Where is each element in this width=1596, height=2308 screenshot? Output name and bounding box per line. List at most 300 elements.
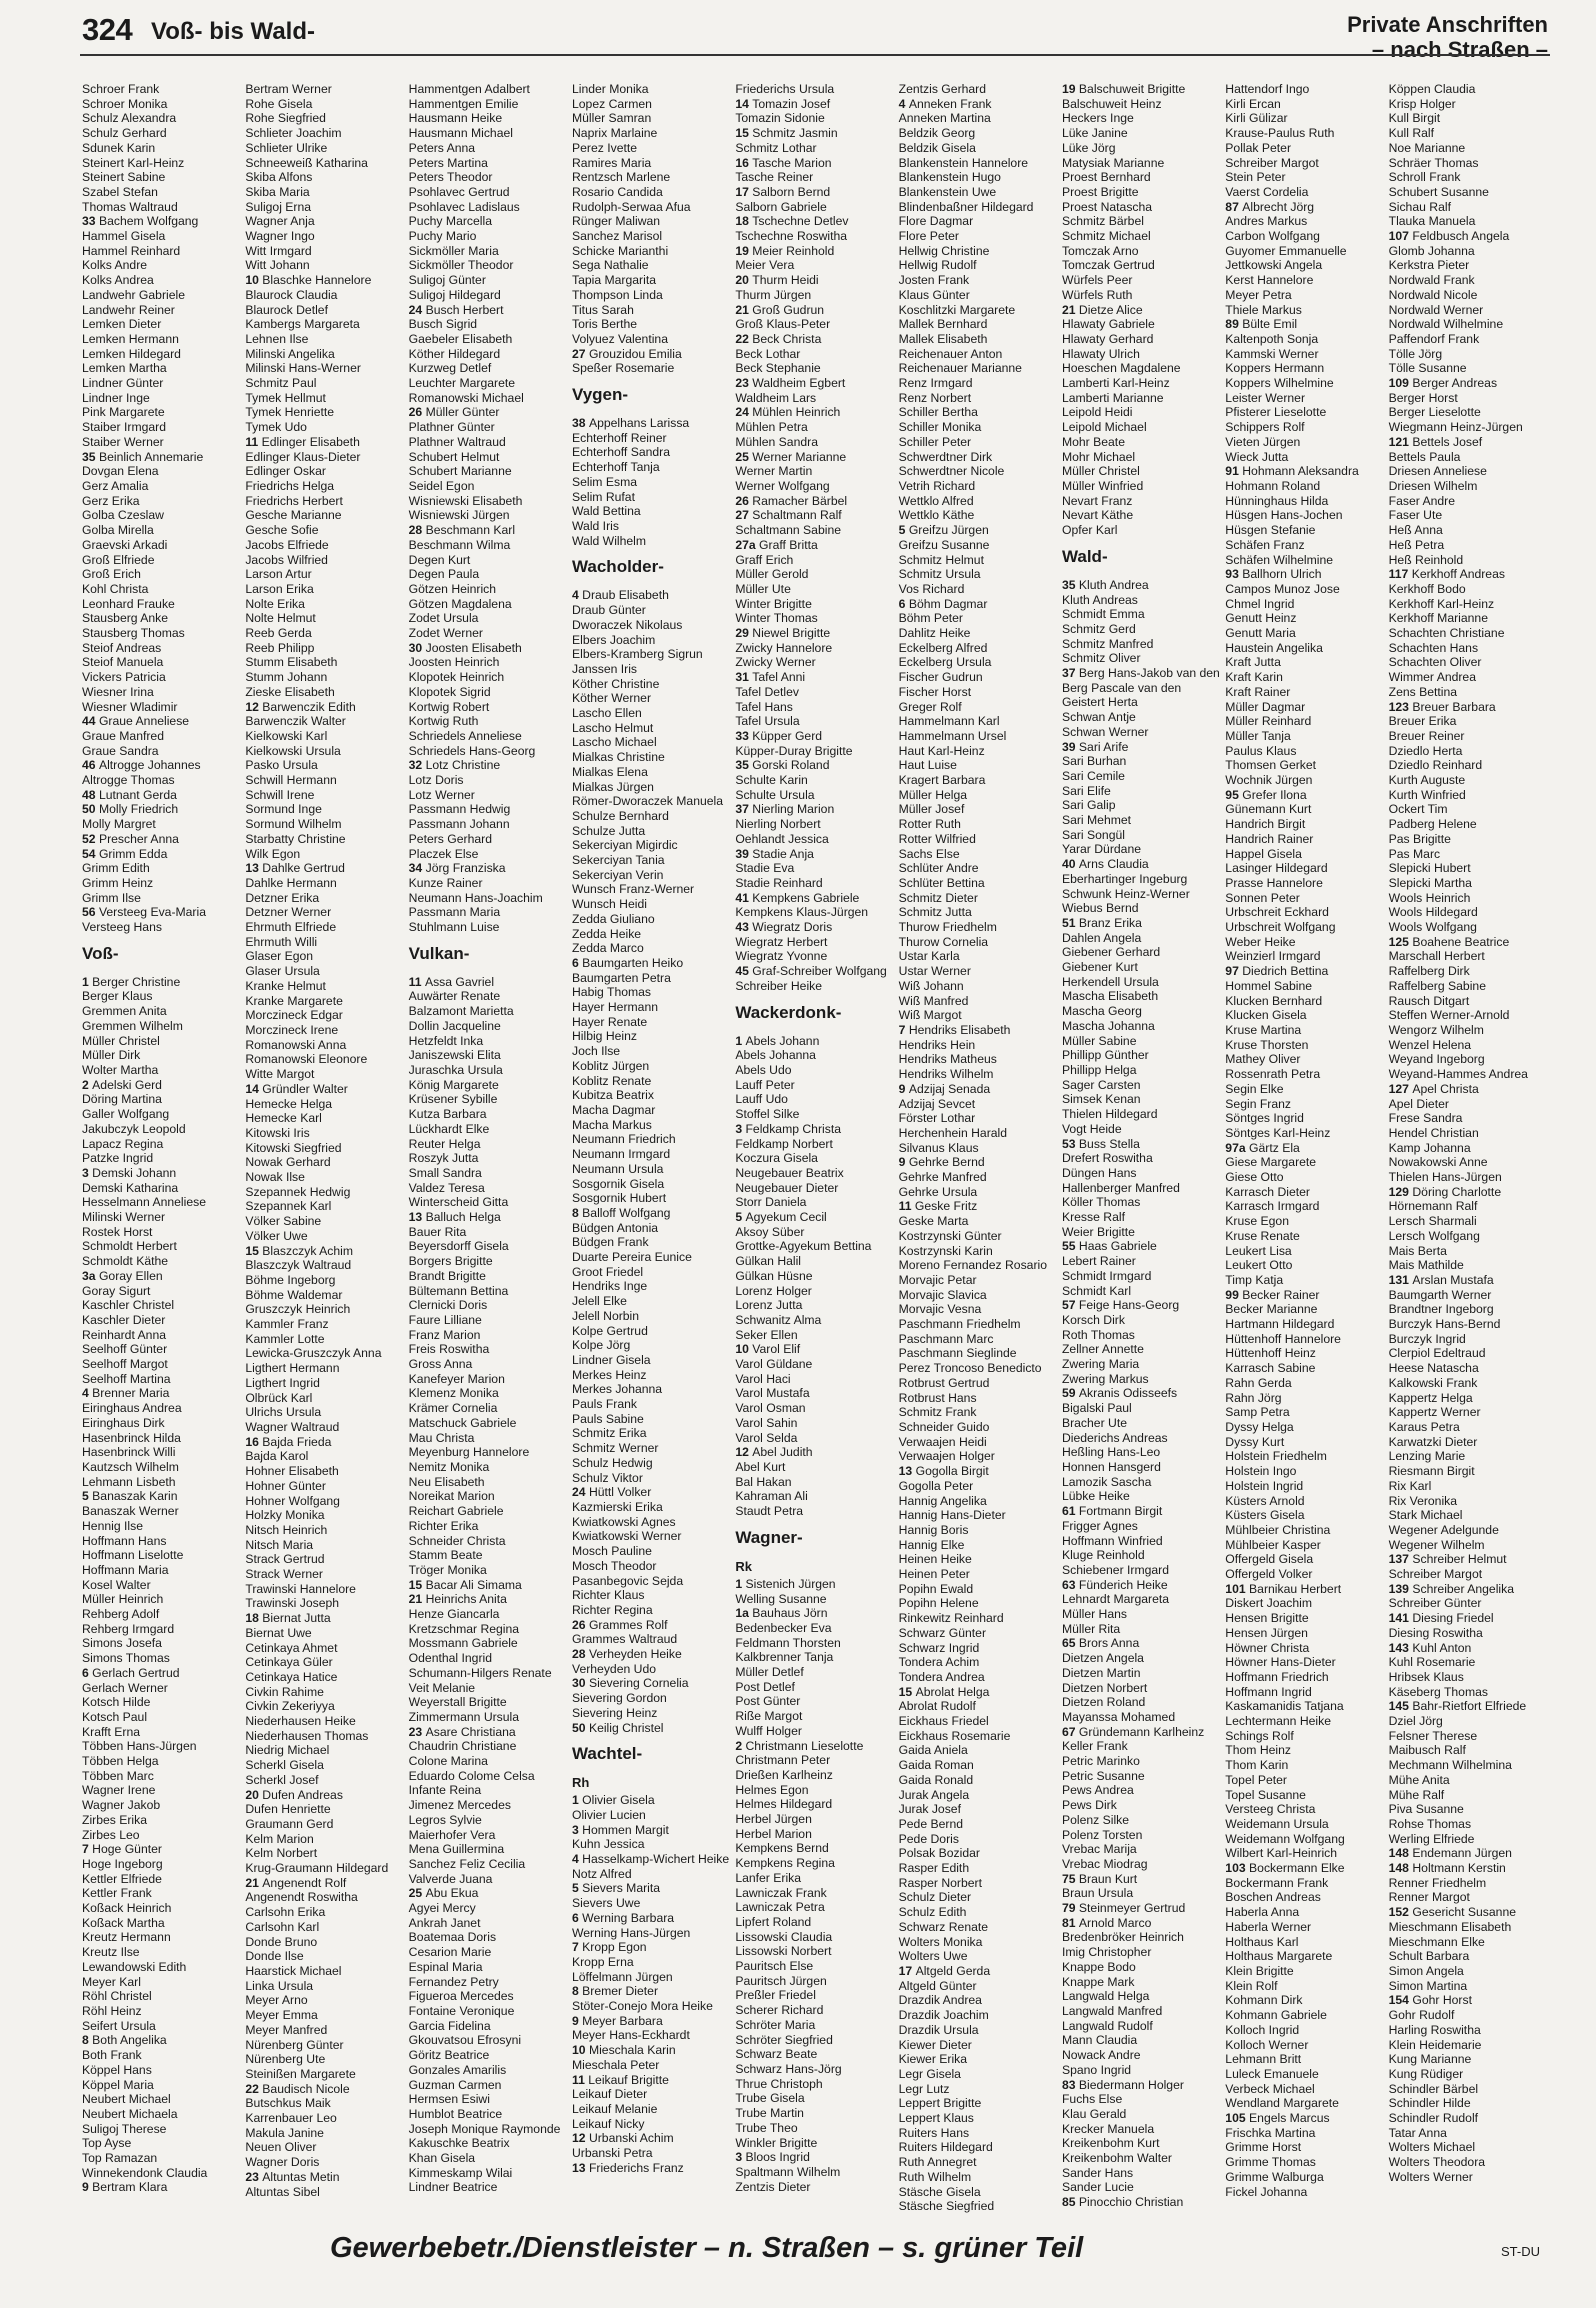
resident-entry: Grimme Horst [1225,2140,1302,2155]
resident-entry: Höwner Hans-Dieter [1225,1655,1336,1670]
resident-entry: Meyer Emma [245,2008,318,2023]
resident-entry: Zentzis Dieter [735,2179,811,2194]
resident-entry: 8 Both Angelika [82,2033,167,2048]
resident-entry: Käseberg Thomas [1388,1684,1488,1699]
resident-entry: Lehmann Britt [1225,2052,1302,2067]
resident-entry: 7 Kropp Egon [571,1940,647,1955]
resident-entry: Heßling Hans-Leo [1061,1445,1161,1460]
resident-entry: Pas Brigitte [1388,831,1451,846]
resident-entry: Nowak Ilse [245,1170,305,1185]
resident-entry: Bauer Rita [408,1224,467,1239]
resident-entry: Becker Marianne [1225,1302,1318,1317]
resident-entry: Linka Ursula [245,1978,314,1993]
resident-entry: Hüttenhoff Hannelore [1225,1331,1341,1346]
resident-entry: Hammelmann Karl [898,714,1000,729]
resident-entry: Schlieter Joachim [245,126,342,141]
resident-entry: Baumgarth Werner [1388,1287,1492,1302]
resident-entry: Joch Ilse [571,1044,621,1059]
resident-entry: Driesen Wilhelm [1388,478,1478,493]
resident-entry: Perez Troncoso Benedicto [898,1361,1042,1376]
resident-entry: Sari Songül [1061,827,1125,842]
resident-entry: Schippers Rolf [1225,420,1305,435]
resident-entry: Rotbrust Hans [898,1390,977,1405]
resident-entry: Pauls Sabine [571,1411,644,1426]
resident-entry: Gülkan Hüsne [735,1268,813,1283]
resident-entry: 95 Grefer Ilona [1225,787,1307,802]
resident-entry: Top Ayse [82,2136,132,2151]
resident-entry: Romanowski Michael [408,390,524,405]
resident-entry: Ehrmuth Willi [245,934,318,949]
resident-entry: Steiof Andreas [82,640,162,655]
resident-entry: 93 Ballhorn Ulrich [1225,567,1322,582]
resident-entry: Berger Klaus [82,989,153,1004]
resident-entry: Köppel Maria [82,2077,154,2092]
resident-entry: Riße Margot [735,1709,803,1724]
resident-entry: Trube Theo [735,2120,798,2135]
resident-entry: Wolters Monika [898,1934,983,1949]
resident-entry: Kaschler Dieter [82,1312,166,1327]
resident-entry: Sander Lucie [1061,2180,1134,2195]
resident-entry: Suligoj Therese [82,2121,167,2136]
resident-entry: Sormund Inge [245,802,322,817]
resident-entry: Detzner Erika [245,890,320,905]
resident-entry: Zwering Markus [1061,1371,1149,1386]
resident-entry: Küsters Arnold [1225,1493,1305,1508]
resident-entry: Pauritsch Else [735,1959,814,1974]
resident-entry: Leppert Klaus [898,2111,974,2126]
resident-entry: Scherer Richard [735,2003,824,2018]
resident-entry: Mascha Johanna [1061,1018,1155,1033]
resident-entry: Gehrke Manfred [898,1170,987,1185]
resident-entry: Schroll Frank [1388,170,1461,185]
resident-entry: Gehrke Ursula [898,1184,978,1199]
resident-entry: Göritz Beatrice [408,2048,490,2063]
resident-entry: Kielkowski Ursula [245,743,341,758]
resident-entry: Koblitz Renate [571,1073,652,1088]
resident-entry: Kotsch Hilde [82,1695,151,1710]
resident-entry: Chmel Ingrid [1225,596,1295,611]
resident-entry: Schulz Viktor [571,1470,643,1485]
resident-entry: Rausch Ditgart [1388,993,1470,1008]
resident-entry: Wools Wolfgang [1388,920,1477,935]
resident-entry: Petric Susanne [1061,1768,1145,1783]
resident-entry: 143 Kuhl Anton [1388,1640,1472,1655]
resident-entry: Handrich Rainer [1225,831,1314,846]
resident-entry: Wilbert Karl-Heinrich [1225,1846,1338,1861]
resident-entry: Urbanski Petra [571,2146,653,2161]
resident-entry: Schulz Edith [898,1905,967,1920]
resident-entry: Neumann Hans-Joachim [408,890,543,905]
resident-entry: Marschall Herbert [1388,949,1485,964]
resident-entry: Kamp Johanna [1388,1140,1471,1155]
resident-entry: Dietzen Angela [1061,1651,1144,1666]
resident-entry: Schiller Monika [898,420,982,435]
resident-entry: Blankenstein Hannelore [898,155,1029,170]
resident-entry: Zodet Werner [408,626,483,641]
resident-entry: Hoffmann Maria [82,1562,169,1577]
resident-entry: Klucken Bernhard [1225,993,1323,1008]
resident-entry: Schmitz Erika [571,1426,647,1441]
resident-entry: Büdgen Frank [571,1235,649,1250]
resident-entry: 14 Gründler Walter [245,1081,348,1096]
resident-entry: 107 Feldbusch Angela [1388,229,1510,244]
resident-entry: Groß Erich [82,567,141,582]
resident-entry: Nordwald Werner [1388,302,1484,317]
resident-entry: Bigalski Paul [1061,1401,1132,1416]
resident-entry: Küpper-Duray Brigitte [735,743,853,758]
resident-entry: Schwarz Renate [898,1919,989,1934]
resident-entry: Mathey Oliver [1225,1052,1301,1067]
resident-entry: Rohe Siegfried [245,111,326,126]
resident-entry: Handrich Birgit [1225,817,1306,832]
resident-entry: Kolloch Ingrid [1225,2022,1300,2037]
resident-entry: Dahlen Angela [1061,930,1142,945]
resident-entry: Peters Theodor [408,170,493,185]
resident-entry: Hesselmann Anneliese [82,1195,206,1210]
resident-entry: Ruiters Hildegard [898,2140,993,2155]
resident-entry: Janssen Iris [571,661,638,676]
resident-entry: Stäsche Siegfried [898,2199,995,2214]
resident-entry: Schmoldt Käthe [82,1254,169,1269]
resident-entry: Müller Reinhard [1225,714,1312,729]
resident-entry: 34 Jörg Franziska [408,861,506,876]
resident-entry: Klaus Günter [898,287,970,302]
resident-entry: Simons Thomas [82,1651,170,1666]
resident-entry: Thielen Hildegard [1061,1107,1158,1122]
resident-entry: Nordwald Frank [1388,273,1475,288]
resident-entry: Lapacz Regina [82,1136,164,1151]
resident-entry: Mühlen Sandra [735,434,818,449]
resident-entry: Seker Ellen [735,1327,798,1342]
resident-entry: Schulz Alexandra [82,111,177,126]
resident-entry: Niederhausen Heike [245,1714,356,1729]
resident-entry: Thomas Waltraud [82,199,178,214]
section-title-line1: Private Anschriften [1347,12,1548,37]
resident-entry: Gaida Aniela [898,1743,968,1758]
resident-entry: Wolters Michael [1388,2140,1476,2155]
resident-entry: Mosch Theodor [571,1558,657,1573]
resident-entry: Lersch Wolfgang [1388,1228,1480,1243]
resident-entry: Küsters Gisela [1225,1508,1305,1523]
resident-entry: Wiegratz Yvonne [735,949,828,964]
directory-column [409,82,572,2202]
resident-entry: Hennig Ilse [82,1518,143,1533]
resident-entry: Mohr Michael [1061,449,1136,464]
resident-entry: Leister Werner [1225,390,1305,405]
resident-entry: Kung Marianne [1388,2052,1472,2067]
resident-entry: Lübke Heike [1061,1489,1130,1504]
resident-entry: Neuen Oliver [245,2140,317,2155]
resident-entry: 5 Banaszak Karin [82,1489,178,1504]
resident-entry: Klopotek Heinrich [408,670,505,685]
resident-entry: Kielkowski Karl [245,728,328,743]
resident-entry: Winter Brigitte [735,596,812,611]
resident-entry: Banaszak Werner [82,1504,179,1519]
street-heading: Wald- [1061,546,1108,566]
resident-entry: Mossmann Gabriele [408,1636,518,1651]
resident-entry: Kubitza Beatrix [571,1088,654,1103]
resident-entry: Grimm Edith [82,861,150,876]
resident-entry: Harling Roswitha [1388,2022,1481,2037]
resident-entry: Hohner Wolfgang [245,1493,340,1508]
resident-entry: Hannig Hans-Dieter [898,1508,1006,1523]
resident-entry: Leukert Otto [1225,1258,1293,1273]
resident-entry: Varol Haci [735,1371,791,1386]
resident-entry: Linder Monika [571,82,649,96]
resident-entry: Reichenauer Marianne [898,361,1022,376]
resident-entry: Selim Rufat [571,489,635,504]
resident-entry: Nolte Helmut [245,611,316,626]
section-title-line2: – nach Straßen – [1371,37,1548,62]
resident-entry: Jakubczyk Leopold [82,1121,186,1136]
resident-entry: Rahn Gerda [1225,1375,1292,1390]
resident-entry: Tomczak Gertrud [1061,258,1155,273]
resident-entry: Förster Lothar [898,1111,976,1126]
resident-entry: Tomazin Sidonie [735,111,825,126]
resident-entry: Dziel Jörg [1388,1714,1443,1729]
resident-entry: Hammelmann Ursel [898,728,1007,743]
resident-entry: Schmitz Oliver [1061,651,1141,666]
resident-entry: Heinen Peter [898,1567,970,1582]
resident-entry: Duarte Pereira Eunice [571,1250,692,1265]
resident-entry: Hüsgen Hans-Jochen [1225,508,1343,523]
resident-entry: 20 Thurm Heidi [735,273,819,288]
resident-entry: 13 Dahlke Gertrud [245,861,345,876]
resident-entry: 24 Busch Herbert [408,302,504,317]
resident-entry: Grimm Heinz [82,875,154,890]
resident-entry: Merkes Johanna [571,1382,663,1397]
resident-entry: 1a Bauhaus Jörn [735,1606,828,1621]
resident-entry: Wettklo Alfred [898,493,974,508]
resident-entry: Stäsche Gisela [898,2184,981,2199]
resident-entry: Leipold Michael [1061,420,1147,435]
resident-entry: Kraft Jutta [1225,655,1281,670]
resident-entry: Klein Heidemarie [1388,2037,1482,2052]
resident-entry: Kambergs Margareta [245,317,360,332]
resident-entry: Hallenberger Manfred [1061,1180,1180,1195]
resident-entry: Lascho Michael [571,735,657,750]
resident-entry: Kerkhoff Bodo [1388,581,1466,596]
resident-entry: Vrebac Marija [1061,1842,1137,1857]
resident-entry: Baumgarten Petra [571,970,671,985]
footer-code: ST-DU [1501,2244,1540,2259]
directory-column [735,82,898,2202]
resident-entry: Abels Johanna [735,1048,816,1063]
resident-entry: 3 Demski Johann [82,1165,177,1180]
resident-entry: Clerpiol Edeltraud [1388,1346,1486,1361]
resident-entry: 28 Beschmann Karl [408,523,516,538]
resident-entry: Lehnen Ilse [245,331,309,346]
resident-entry: 30 Joosten Elisabeth [408,640,522,655]
resident-entry: 117 Kerkhoff Andreas [1388,567,1505,582]
resident-entry: Sager Carsten [1061,1077,1141,1092]
resident-entry: Müller Samran [571,111,652,126]
resident-entry: Nordwald Nicole [1388,287,1478,302]
district-code: Rk [735,1558,752,1574]
resident-entry: Kiewer Erika [898,2052,968,2067]
resident-entry: 27a Graff Britta [735,537,818,552]
resident-entry: Kraft Karin [1225,670,1283,685]
resident-entry: Gross Anna [408,1357,473,1372]
resident-entry: 23 Altuntas Metin [245,2169,340,2184]
resident-entry: 3 Bloos Ingrid [735,2150,810,2165]
resident-entry: Müller Ute [735,581,791,596]
resident-entry: 4 Hasselkamp-Wichert Heike [571,1852,730,1867]
resident-entry: Tymek Udo [245,420,307,435]
resident-entry: Tafel Hans [735,699,793,714]
resident-entry: Mascha Elisabeth [1061,989,1159,1004]
resident-entry: Honnen Hansgerd [1061,1459,1161,1474]
resident-entry: Varol Osman [735,1401,806,1416]
resident-entry: 2 Adelski Gerd [82,1077,162,1092]
resident-entry: 65 Brors Anna [1061,1636,1140,1651]
resident-entry: Müller Dirk [82,1048,141,1063]
resident-entry: Kruse Martina [1225,1023,1302,1037]
resident-entry: 38 Appelhans Larissa [571,416,690,431]
resident-entry: Leuchter Margarete [408,376,516,391]
resident-entry: 11 Assa Gavriel [408,974,495,989]
resident-entry: Nevart Franz [1061,493,1133,508]
resident-entry: Schwunk Heinz-Werner [1061,886,1190,901]
resident-entry: 15 Schmitz Jasmin [735,126,838,141]
resident-entry: Gaida Roman [898,1758,974,1773]
resident-entry: Sickmöller Maria [408,243,499,258]
resident-entry: Macha Dagmar [571,1103,656,1117]
resident-entry: 5 Sievers Marita [571,1881,661,1896]
resident-entry: 35 Beinlich Annemarie [82,449,204,464]
resident-entry: 154 Gohr Horst [1388,1993,1472,2008]
resident-entry: Offergeld Volker [1225,1567,1313,1582]
resident-entry: Beldzik Georg [898,126,976,141]
resident-entry: Sosgornik Gisela [571,1176,665,1191]
resident-entry: Weier Brigitte [1061,1224,1135,1239]
resident-entry: Weyerstall Brigitte [408,1695,507,1710]
resident-entry: 4 Brenner Maria [82,1386,170,1401]
resident-entry: Opfer Karl [1061,523,1118,538]
resident-entry: Mallek Elisabeth [898,331,988,346]
resident-entry: Biernat Uwe [245,1625,312,1640]
resident-entry: Sanchez Feliz Cecilia [408,1856,526,1871]
resident-entry: Apel Dieter [1388,1096,1449,1111]
resident-entry: Berger Lieselotte [1388,405,1481,420]
resident-entry: Weidemann Ursula [1225,1816,1329,1831]
resident-entry: Többen Hans-Jürgen [82,1739,197,1754]
resident-entry: Gülkan Halil [735,1254,802,1269]
resident-entry: Greger Rolf [898,699,962,714]
resident-entry: Leukert Lisa [1225,1243,1292,1258]
resident-entry: Nevart Käthe [1061,508,1134,523]
resident-entry: Mühe Ralf [1388,1787,1445,1802]
resident-entry: Donde Ilse [245,1949,304,1964]
resident-entry: Wiß Johann [898,978,964,993]
resident-entry: Lüke Jörg [1061,140,1116,155]
resident-entry: 32 Lotz Christine [408,758,501,773]
resident-entry: Köther Werner [571,691,652,706]
resident-entry: Karrenbauer Leo [245,2111,337,2126]
resident-entry: 139 Schreiber Angelika [1388,1581,1514,1596]
resident-entry: 26 Müller Günter [408,405,500,420]
resident-entry: Zirbes Erika [82,1812,148,1827]
resident-entry: Karrasch Sabine [1225,1361,1316,1376]
resident-entry: Reichart Gabriele [408,1504,504,1519]
resident-entry: Klein Brigitte [1225,1964,1294,1978]
resident-entry: Pede Doris [898,1831,959,1846]
resident-entry: Kolloch Werner [1225,2037,1309,2052]
resident-entry: Heinen Heike [898,1552,972,1567]
resident-entry: Schmitz Jutta [898,905,972,920]
resident-entry: Völker Uwe [245,1228,308,1243]
resident-entry: 23 Waldheim Egbert [735,376,846,391]
resident-entry: Milinski Werner [82,1210,166,1225]
resident-entry: Drefert Roswitha [1061,1151,1153,1166]
resident-entry: Zwicky Werner [735,655,816,670]
resident-entry: 148 Holtmann Kerstin [1388,1861,1506,1876]
resident-entry: Helmes Egon [735,1782,809,1797]
resident-entry: Schäfen Wilhelmine [1225,552,1334,567]
resident-entry: 54 Grimm Edda [82,846,168,861]
resident-entry: Geistert Herta [1061,695,1138,710]
resident-entry: 87 Albrecht Jörg [1225,199,1315,214]
resident-entry: Mais Berta [1388,1243,1447,1258]
resident-entry: Kaskamanidis Tatjana [1225,1699,1344,1714]
resident-entry: Flore Peter [898,229,959,244]
resident-entry: Schulze Jutta [571,823,646,838]
resident-entry: Maierhofer Vera [408,1827,496,1842]
resident-entry: Frigger Agnes [1061,1518,1138,1533]
resident-entry: Balzamont Marietta [408,1004,514,1019]
resident-entry: Zimmermann Ursula [408,1709,520,1724]
resident-entry: Kalkowski Frank [1388,1375,1478,1390]
resident-entry: Adzijaj Sevcet [898,1096,976,1111]
resident-entry: Gohr Rudolf [1388,2008,1455,2023]
resident-entry: Brandtner Ingeborg [1388,1302,1494,1317]
resident-entry: Stumm Elisabeth [245,655,338,670]
resident-entry: Rix Karl [1388,1478,1432,1493]
resident-entry: Müller Tanja [1225,728,1291,743]
resident-entry: Witt Irmgard [245,243,312,258]
resident-entry: Pews Dirk [1061,1798,1117,1813]
resident-entry: 21 Dietze Alice [1061,302,1143,317]
resident-entry: Koppers Hermann [1225,361,1325,376]
resident-entry: Stausberg Thomas [82,626,185,641]
resident-entry: Wagner Jakob [82,1798,161,1813]
resident-entry: 67 Gründemann Karlheinz [1061,1724,1205,1739]
resident-entry: Agyei Mercy [408,1901,476,1916]
resident-entry: Hohner Elisabeth [245,1464,339,1479]
resident-entry: Karaus Petra [1388,1419,1460,1434]
resident-entry: Sari Cemile [1061,768,1125,783]
resident-entry: Wagner Waltraud [245,1419,340,1434]
resident-entry: Golba Czeslaw [82,508,164,523]
resident-entry: Schräer Thomas [1388,155,1479,170]
resident-entry: Simsek Kenan [1061,1092,1141,1107]
resident-entry: Dziedlo Herta [1388,743,1463,758]
resident-entry: Sander Hans [1061,2165,1134,2180]
resident-entry: 33 Küpper Gerd [735,728,823,743]
resident-entry: Holstein Ingo [1225,1464,1297,1479]
resident-entry: Wagner Irene [82,1783,156,1798]
resident-entry: Niederhausen Thomas [245,1728,369,1743]
resident-entry: Würfels Ruth [1061,287,1133,302]
resident-entry: 1 Olivier Gisela [571,1793,655,1808]
resident-entry: Schreiber Margot [1225,155,1319,170]
resident-entry: Jurak Angela [898,1787,970,1802]
resident-entry: Winterscheid Gitta [408,1195,509,1210]
resident-entry: Wunsch Heidi [571,897,647,912]
resident-entry: Schröter Siegfried [735,2032,833,2047]
resident-entry: Schulze Bernhard [571,808,669,823]
resident-entry: Reinhardt Anna [82,1327,167,1342]
